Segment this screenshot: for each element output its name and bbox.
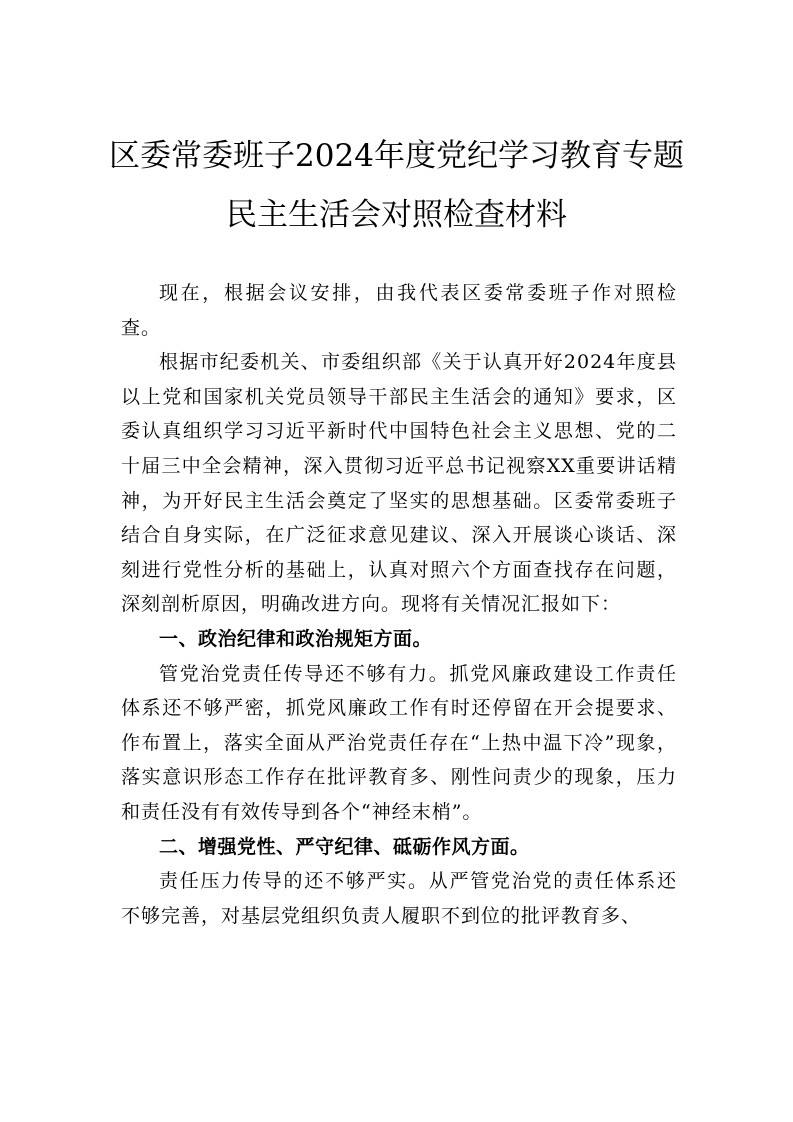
document-title-line-2: 民主生活会对照检查材料 xyxy=(226,197,567,233)
paragraph-section-2: 责任压力传导的还不够严实。从严管党治党的责任体系还不够完善，对基层党组织负责人履职不到位的批评教育多、 xyxy=(121,870,677,927)
section-heading-2: 二、增强党性、严守纪律、砥砺作风方面。 xyxy=(159,835,530,858)
section-heading-1: 一、政治纪律和政治规矩方面。 xyxy=(159,627,433,650)
document-title-line-1: 区委常委班子2024年度党纪学习教育专题 xyxy=(109,138,684,174)
paragraph-section-1: 管党治党责任传导还不够有力。抓党风廉政建设工作责任体系还不够严密，抓党风廉政工作有时还停留在开会提要求、作布置上，落实全面从严治党责任存在“上热中温下冷”现象，落实意识形态工作存在批评教育多、刚性问责少的现象，压力和责任没有有效传导到各个“神经末梢”。 xyxy=(121,662,677,823)
paragraph-intro: 现在，根据会议安排，由我代表区委常委班子作对照检查。 xyxy=(121,282,677,339)
paragraph-background: 根据市纪委机关、市委组织部《关于认真开好2024年度县以上党和国家机关党员领导干部民主生活会的通知》要求，区委认真组织学习习近平新时代中国特色社会主义思想、党的二十届三中全会精神，深入贯彻习近平总书记视察XX重要讲话精神，为开好民主生活会奠定了坚实的思想基础。区委常委班子结合自身实际，在广泛征求意见建议、深入开展谈心谈话、深刻进行党性分析的基础上，认真对照六个方面查找存在问题，深刻剖析原因，明确改进方向。现将有关情况汇报如下： xyxy=(121,351,677,616)
document-body xyxy=(121,276,677,933)
